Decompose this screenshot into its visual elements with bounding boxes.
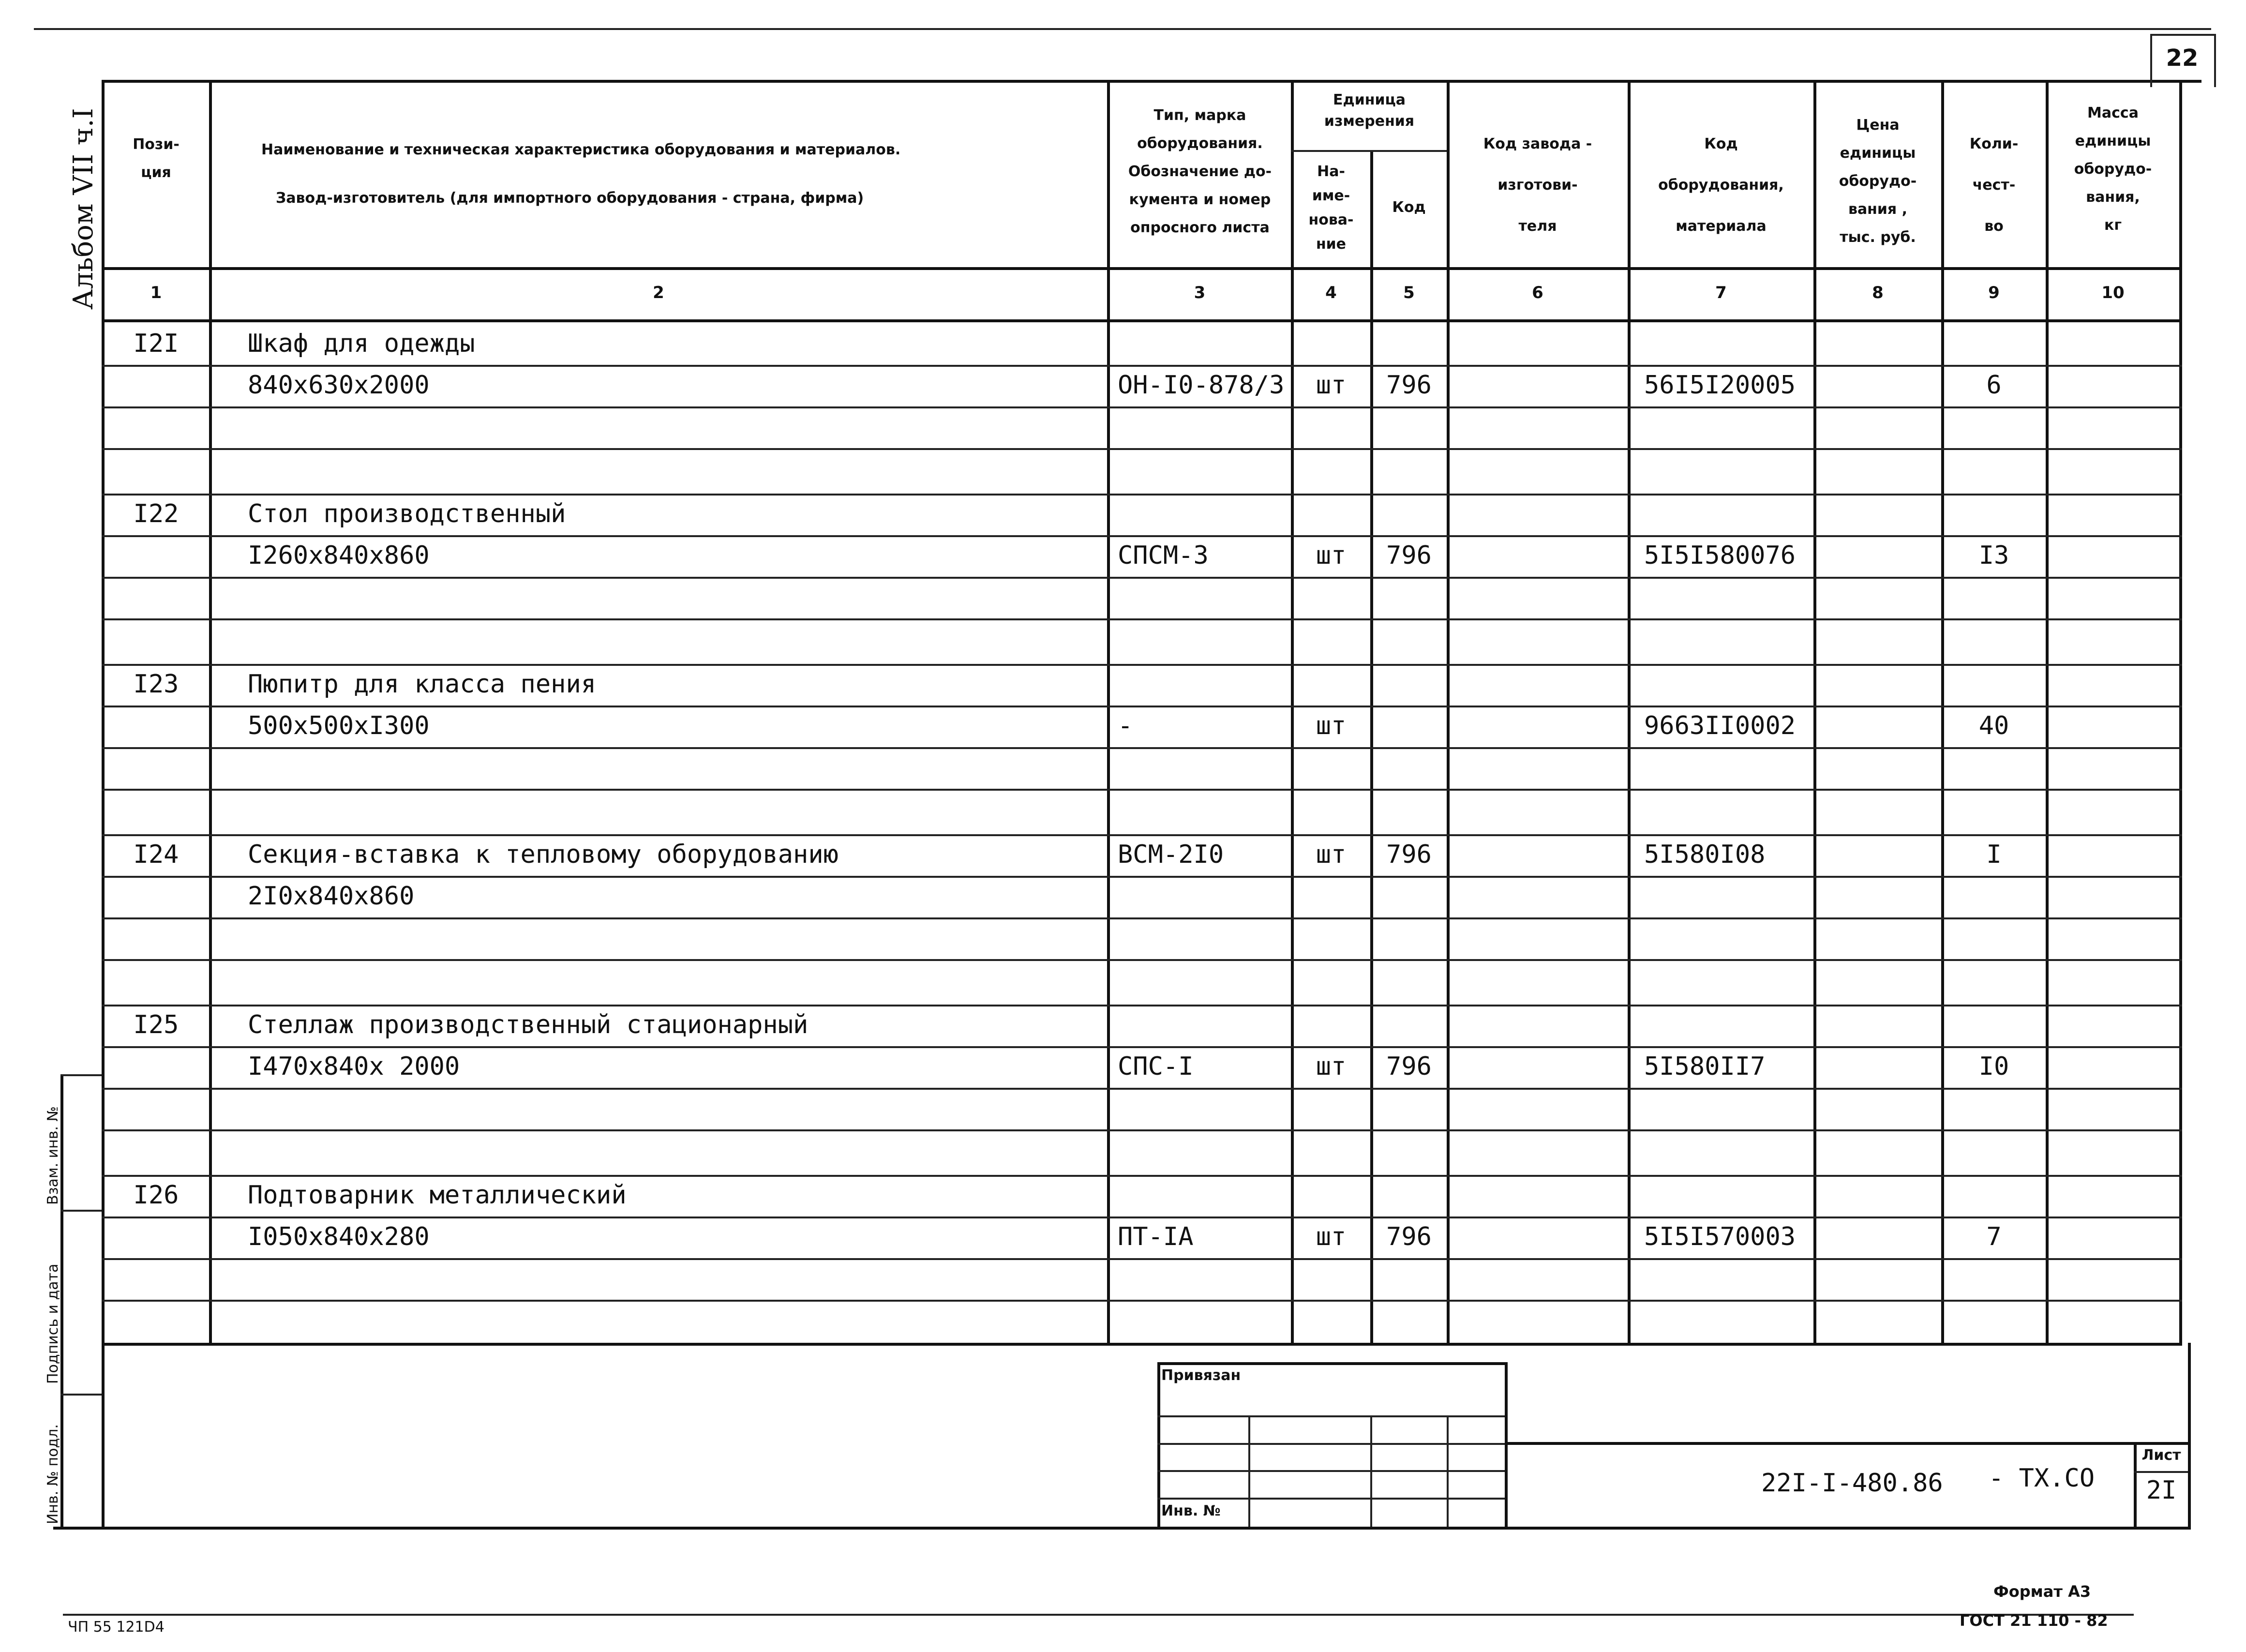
row-type: -: [1118, 711, 1133, 740]
header-col1: Пози- ция: [133, 136, 180, 181]
sheet-box-top: [2150, 34, 2214, 36]
frame-right-line: [2188, 1343, 2191, 1527]
row-line: [102, 577, 2182, 579]
row-line: [102, 1175, 2182, 1177]
row-type: СПС-I: [1118, 1052, 1194, 1081]
side-label-inv-podl: Инв. № подл.: [45, 1424, 61, 1524]
row-position: I23: [133, 670, 179, 699]
row-unit-code: 796: [1386, 840, 1432, 869]
col-sep-7: [1813, 80, 1816, 1343]
row-unit: шт: [1316, 541, 1347, 570]
stamp-list-label: Лист: [2141, 1447, 2181, 1464]
stamp-doc-code: 22I-I-480.86: [1761, 1469, 1943, 1498]
side-stamp-h1: [60, 1074, 102, 1076]
row-unit: шт: [1316, 840, 1347, 869]
row-line: [102, 789, 2182, 791]
table-top-line: [102, 80, 2201, 83]
listbox-split: [2134, 1471, 2188, 1473]
row-line: [102, 1216, 2182, 1218]
row-qty: I3: [1978, 541, 2009, 570]
row-name: Подтоварник металлический: [248, 1181, 627, 1210]
row-line: [102, 706, 2182, 707]
row-dimensions: 840х630х2000: [248, 371, 430, 400]
row-type: ОН-I0-878/3: [1118, 371, 1285, 400]
col-sep-9: [2046, 80, 2049, 1343]
colnum-4: 4: [1325, 283, 1337, 302]
row-name: Шкаф для одежды: [248, 329, 475, 358]
side-label-podpis: Подпись и дата: [45, 1263, 61, 1384]
row-dimensions: I050х840х280: [248, 1222, 430, 1251]
colnum-9: 9: [1988, 283, 2000, 302]
stamp-top: [1157, 1362, 1505, 1365]
row-qty: 40: [1978, 711, 2009, 740]
row-line: [102, 448, 2182, 450]
header-col9: Коли- чест- во: [1969, 135, 2019, 235]
colnum-10: 10: [2101, 283, 2125, 302]
row-line: [102, 1005, 2182, 1006]
stamp-h2: [1157, 1443, 1505, 1445]
header-col7: Код оборудования, материала: [1658, 135, 1784, 235]
row-line: [102, 365, 2182, 367]
footer-gost: ГОСТ 21 110 - 82: [1960, 1611, 2108, 1630]
side-stamp-h2: [60, 1210, 102, 1212]
stamp-list-number: 2I: [2146, 1476, 2177, 1505]
top-border-line: [34, 28, 2211, 30]
row-unit: шт: [1316, 371, 1347, 400]
sheet-box-left: [2150, 34, 2152, 87]
stamp-inv-no: Инв. №: [1161, 1502, 1221, 1519]
row-qty: I: [1986, 840, 2002, 869]
row-dimensions: I470х840х 2000: [248, 1052, 460, 1081]
row-type: ВСМ-2I0: [1118, 840, 1224, 869]
header-col4: На- име- нова- ние: [1308, 163, 1354, 253]
header-col3: Тип, марка оборудования. Обозначение до- кумента и номер опросного листа: [1128, 107, 1272, 236]
colnum-8: 8: [1872, 283, 1884, 302]
row-position: I26: [133, 1181, 179, 1210]
row-line: [102, 535, 2182, 537]
row-line: [102, 1046, 2182, 1048]
col-sep-4: [1370, 150, 1373, 1343]
stamp-h4: [1157, 1498, 1505, 1500]
row-line: [102, 959, 2182, 961]
header-col10: Масса единицы оборудо- вания, кг: [2074, 105, 2152, 234]
row-name: Секция-вставка к тепловому оборудованию: [248, 840, 839, 869]
row-position: I22: [133, 499, 179, 528]
header-unit-group: Единица измерения: [1324, 91, 1415, 130]
row-qty: 6: [1986, 371, 2002, 400]
row-line: [102, 1088, 2182, 1090]
colnum-2: 2: [653, 283, 664, 302]
row-dimensions: 2I0х840х860: [248, 882, 415, 911]
row-name: Стол производственный: [248, 499, 566, 528]
docbox-top: [1505, 1442, 2188, 1445]
col-sep-5: [1447, 80, 1450, 1343]
side-label-vzam: Взам. инв. №: [45, 1106, 61, 1205]
row-unit-code: 796: [1386, 1222, 1432, 1251]
colnum-5: 5: [1403, 283, 1415, 302]
row-qty: 7: [1986, 1222, 2002, 1251]
row-equip-code: 5I580II7: [1644, 1052, 1766, 1081]
row-line: [102, 406, 2182, 408]
row-line: [102, 876, 2182, 878]
row-line: [102, 664, 2182, 666]
row-unit-code: 796: [1386, 371, 1432, 400]
stamp-v2: [1370, 1415, 1372, 1527]
row-unit: шт: [1316, 1052, 1347, 1081]
table-bottom-line: [102, 1343, 2182, 1346]
row-line: [102, 834, 2182, 836]
stamp-h1: [1157, 1415, 1505, 1417]
stamp-privyazan: Привязан: [1161, 1367, 1241, 1384]
row-line: [102, 1258, 2182, 1260]
colnum-3: 3: [1194, 283, 1206, 302]
col-sep-6: [1628, 80, 1631, 1343]
colnum-6: 6: [1532, 283, 1543, 302]
footer-format: Формат А3: [1993, 1582, 2091, 1601]
row-type: ПТ-IА: [1118, 1222, 1194, 1251]
row-unit: шт: [1316, 1222, 1347, 1251]
row-position: I24: [133, 840, 179, 869]
sheet-number-top: 22: [2166, 45, 2199, 72]
row-line: [102, 494, 2182, 496]
row-dimensions: I260х840х860: [248, 541, 430, 570]
sheet-box-right: [2214, 34, 2216, 87]
header-col6: Код завода - изготови- теля: [1483, 135, 1592, 235]
row-position: I25: [133, 1010, 179, 1039]
header-col5: Код: [1392, 199, 1426, 216]
row-equip-code: 5I5I580076: [1644, 541, 1796, 570]
row-name: Стеллаж производственный стационарный: [248, 1010, 809, 1039]
stamp-v1: [1248, 1415, 1250, 1527]
row-dimensions: 500х500хI300: [248, 711, 430, 740]
row-line: [102, 747, 2182, 749]
row-equip-code: 9663II0002: [1644, 711, 1796, 740]
stamp-doc-suffix: - ТХ.СО: [1989, 1464, 2095, 1493]
col-sep-2: [1107, 80, 1110, 1343]
row-type: СПСМ-3: [1118, 541, 1209, 570]
unit-header-split: [1291, 150, 1447, 152]
row-line: [102, 917, 2182, 919]
row-line: [102, 1300, 2182, 1302]
col-sep-1: [209, 80, 212, 1343]
side-stamp-h3: [60, 1394, 102, 1396]
frame-bottom-line: [53, 1527, 2191, 1530]
footer-line: [63, 1614, 2134, 1616]
row-unit-code: 796: [1386, 1052, 1432, 1081]
row-position: I2I: [133, 329, 179, 358]
row-qty: I0: [1978, 1052, 2009, 1081]
row-equip-code: 56I5I20005: [1644, 371, 1796, 400]
album-label: Альбом VII ч.I: [68, 108, 99, 310]
row-equip-code: 5I5I570003: [1644, 1222, 1796, 1251]
colnum-bottom-line: [102, 319, 2182, 322]
row-equip-code: 5I580I08: [1644, 840, 1766, 869]
stamp-v3: [1447, 1415, 1449, 1527]
header-col2: Наименование и техническая характеристика оборудования и материалов. Завод-изготовитель (для импортного оборудования - страна, фирма): [261, 141, 901, 207]
row-unit: шт: [1316, 711, 1347, 740]
header-bottom-line: [102, 267, 2182, 270]
row-line: [102, 618, 2182, 620]
header-col8: Цена единицы оборудо- вания , тыс. руб.: [1839, 117, 1917, 246]
footer-left: ЧП 55 121D4: [68, 1619, 165, 1636]
stamp-h3: [1157, 1470, 1505, 1472]
colnum-1: 1: [150, 283, 162, 302]
row-name: Пюпитр для класса пения: [248, 670, 597, 699]
colnum-7: 7: [1715, 283, 1727, 302]
row-unit-code: 796: [1386, 541, 1432, 570]
row-line: [102, 1129, 2182, 1131]
